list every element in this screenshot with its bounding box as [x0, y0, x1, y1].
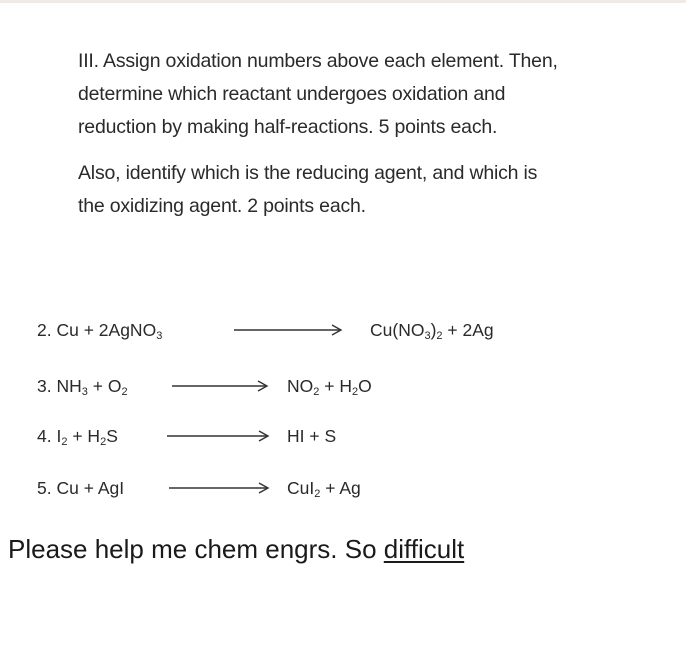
eq4-lhs-text-a: I: [56, 426, 62, 446]
worksheet-image: [0, 3, 686, 520]
eq2-lhs-text: Cu + 2AgNO: [56, 320, 157, 340]
caption-underlined-word: difficult: [383, 534, 465, 564]
eq3-rhs-sub-a: 2: [313, 386, 320, 398]
eq3-lhs-text-a: NH: [56, 376, 82, 396]
eq5-rhs-text-a: CuI: [287, 478, 315, 498]
reaction-arrow-icon: [170, 371, 270, 401]
eq2-rhs-sub-b: 2: [436, 330, 443, 342]
eq5-lhs-text: Cu + AgI: [56, 478, 125, 498]
eq2-rhs-text-b: ): [430, 320, 437, 340]
eq4-lhs-text-b: + H: [67, 426, 101, 446]
eq2-rhs-text-a: Cu(NO: [370, 320, 425, 340]
equation-5-products: [287, 473, 361, 503]
eq3-lhs-sub-b: 2: [121, 386, 128, 398]
instructions-paragraph-2: Also, identify which is the reducing agent, and which is the oxidizing agent. 2 points each.: [78, 162, 538, 217]
eq5-rhs-sub: 2: [314, 488, 321, 500]
eq3-rhs-text-b: + H: [319, 376, 352, 396]
reaction-arrow-icon: [165, 421, 271, 451]
equation-2-reactants: [37, 315, 162, 345]
eq3-rhs-text-c: O: [358, 376, 372, 396]
equation-5-reactants: [37, 473, 124, 503]
instructions-block: [78, 45, 568, 223]
equation-3-products: [287, 371, 372, 401]
caption-text: Please help me chem engrs. So: [8, 534, 384, 564]
equation-4-number: 4.: [37, 426, 52, 446]
reaction-arrow-icon: [167, 473, 271, 503]
eq2-rhs-text-c: + 2Ag: [442, 320, 494, 340]
instructions-paragraph-1: III. Assign oxidation numbers above each element. Then, determine which reactant undergoes oxidation and reduction by making half-reactions. 5 points each.: [78, 50, 558, 138]
eq3-rhs-text-a: NO: [287, 376, 314, 396]
eq2-lhs-sub: 3: [156, 330, 163, 342]
eq4-lhs-text-c: S: [106, 426, 118, 446]
equation-2-products: [370, 315, 494, 345]
equation-2-number: 2.: [37, 320, 52, 340]
equation-3-number: 3.: [37, 376, 52, 396]
equation-5-number: 5.: [37, 478, 52, 498]
eq2-rhs-sub-a: 3: [424, 330, 431, 342]
equation-4-reactants: [37, 421, 118, 451]
equation-3-reactants: [37, 371, 128, 401]
reaction-arrow-icon: [232, 315, 344, 345]
post-caption: [8, 532, 464, 566]
eq3-lhs-sub-a: 3: [81, 386, 88, 398]
eq4-rhs-text: HI + S: [287, 426, 337, 446]
equation-4-products: [287, 421, 336, 451]
eq4-lhs-sub-b: 2: [100, 436, 107, 448]
eq3-rhs-sub-b: 2: [351, 386, 359, 398]
eq4-lhs-sub-a: 2: [61, 436, 68, 448]
eq3-lhs-text-b: + O: [87, 376, 122, 396]
eq5-rhs-text-b: + Ag: [320, 478, 361, 498]
